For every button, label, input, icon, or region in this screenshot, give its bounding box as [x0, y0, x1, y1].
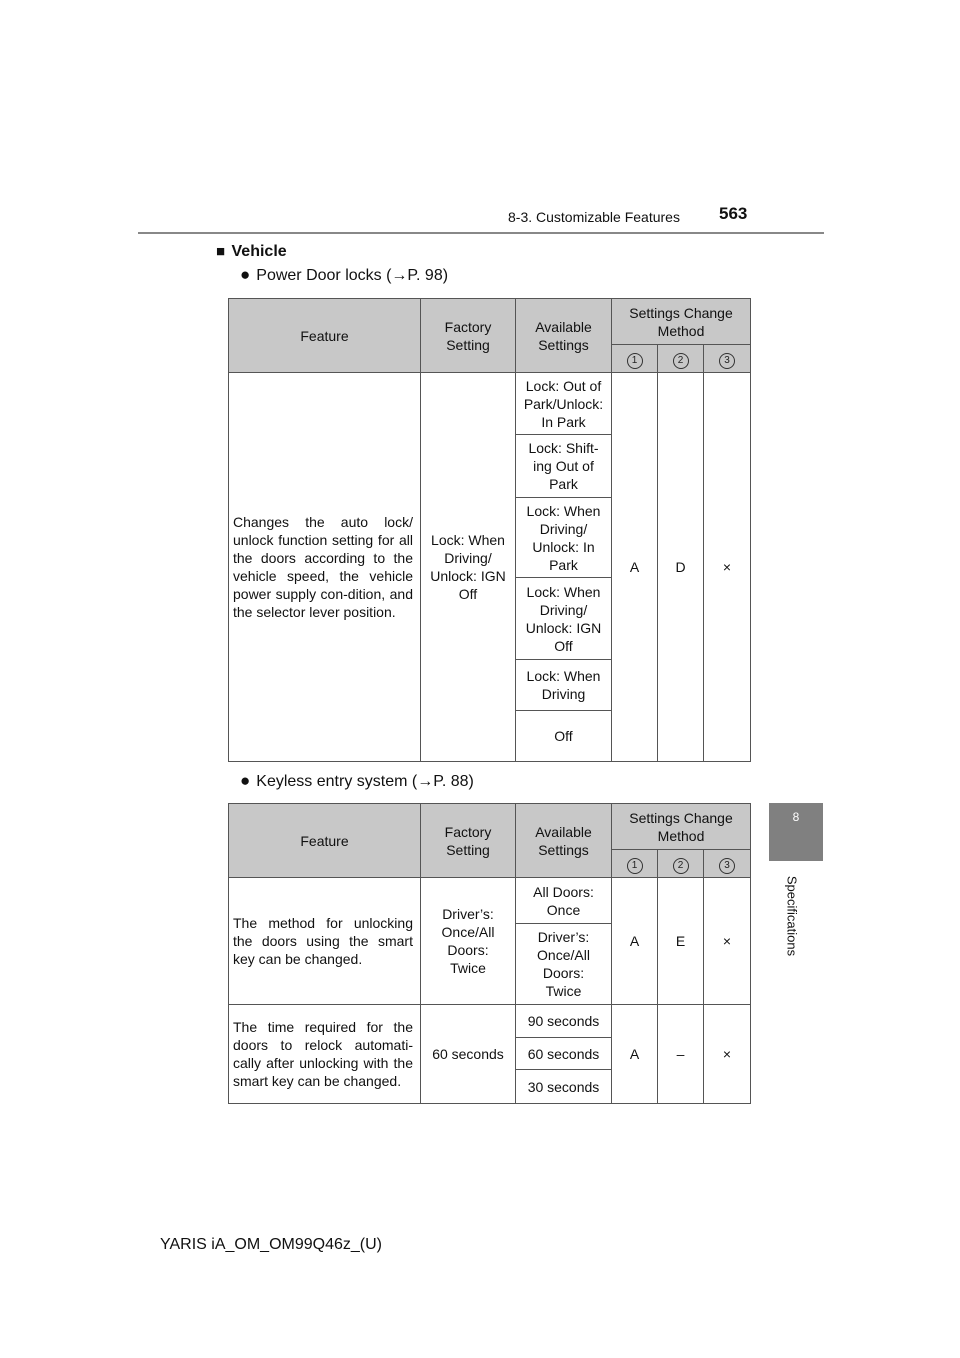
- header-divider: [138, 232, 824, 234]
- method-1-value: A: [612, 878, 658, 1005]
- method-2-value: E: [658, 878, 704, 1005]
- available-setting: 60 seconds: [516, 1038, 612, 1070]
- page-number: 563: [719, 204, 748, 223]
- available-setting: 30 seconds: [516, 1070, 612, 1104]
- available-setting: Lock: Shift-ing Out of Park: [516, 435, 612, 498]
- chapter-tab: [769, 803, 823, 861]
- keyless-entry-heading: [240, 771, 474, 791]
- method-1-value: A: [612, 1005, 658, 1104]
- circled-number-3-icon: 3: [719, 353, 735, 369]
- bullet-icon: ●: [240, 771, 251, 790]
- available-setting: Lock: When Driving/ Unlock: IGN Off: [516, 578, 612, 660]
- circled-number-2-icon: 2: [673, 858, 689, 874]
- method-3-value: ×: [704, 878, 751, 1005]
- chapter-number: 8: [792, 810, 800, 824]
- feature-description: The time required for the doors to relock automati-cally after unlocking with the smart key can be changed.: [229, 1005, 421, 1104]
- circled-number-1-icon: 1: [627, 353, 643, 369]
- header-feature: Feature: [229, 299, 421, 373]
- keyless-entry-table: [228, 803, 751, 1104]
- header-available-settings: Available Settings: [516, 804, 612, 878]
- power-door-locks-heading: [240, 265, 448, 285]
- available-setting: Driver’s: Once/All Doors: Twice: [516, 924, 612, 1005]
- document-code: YARIS iA_OM_OM99Q46z_(U): [160, 1236, 382, 1253]
- feature-description: Changes the auto lock/ unlock function setting for all the doors according to the vehicle speed, the vehicle power supply con-dition, and the selector lever position.: [229, 373, 421, 762]
- circled-number-3-icon: 3: [719, 858, 735, 874]
- method-number-3: [704, 850, 751, 878]
- factory-setting: Driver’s: Once/All Doors: Twice: [421, 878, 516, 1005]
- method-number-1: [612, 850, 658, 878]
- power-door-locks-title: Power Door locks (→P. 98): [256, 267, 449, 284]
- available-setting: Off: [516, 711, 612, 762]
- header-available-settings: Available Settings: [516, 299, 612, 373]
- keyless-entry-title: Keyless entry system (→P. 88): [256, 773, 474, 790]
- available-setting: 90 seconds: [516, 1005, 612, 1038]
- header-factory-setting: Factory Setting: [421, 804, 516, 878]
- header-feature: Feature: [229, 804, 421, 878]
- available-setting: All Doors: Once: [516, 878, 612, 924]
- method-2-value: –: [658, 1005, 704, 1104]
- chapter-label: [783, 870, 801, 962]
- chapter-label-text: Specifications: [784, 875, 800, 957]
- method-number-1: [612, 345, 658, 373]
- factory-setting: Lock: When Driving/ Unlock: IGN Off: [421, 373, 516, 762]
- header-settings-change-method: Settings Change Method: [612, 299, 751, 345]
- header-settings-change-method: Settings Change Method: [612, 804, 751, 850]
- method-number-2: [658, 345, 704, 373]
- available-setting: Lock: When Driving: [516, 660, 612, 711]
- feature-description: The method for unlocking the doors using the smart key can be changed.: [229, 878, 421, 1005]
- method-2-value: D: [658, 373, 704, 762]
- bullet-icon: ●: [240, 265, 251, 284]
- header-factory-setting: Factory Setting: [421, 299, 516, 373]
- section-heading: 8-3. Customizable Features: [508, 209, 680, 225]
- method-number-2: [658, 850, 704, 878]
- power-door-locks-table: [228, 298, 751, 762]
- method-1-value: A: [612, 373, 658, 762]
- available-setting: Lock: Out of Park/Unlock: In Park: [516, 373, 612, 435]
- method-3-value: ×: [704, 1005, 751, 1104]
- method-3-value: ×: [704, 373, 751, 762]
- square-bullet-icon: ■: [216, 243, 226, 260]
- circled-number-2-icon: 2: [673, 353, 689, 369]
- section-title: [216, 243, 287, 261]
- available-setting: Lock: When Driving/ Unlock: In Park: [516, 498, 612, 578]
- section-title-text: Vehicle: [231, 243, 287, 260]
- method-number-3: [704, 345, 751, 373]
- factory-setting: 60 seconds: [421, 1005, 516, 1104]
- circled-number-1-icon: 1: [627, 858, 643, 874]
